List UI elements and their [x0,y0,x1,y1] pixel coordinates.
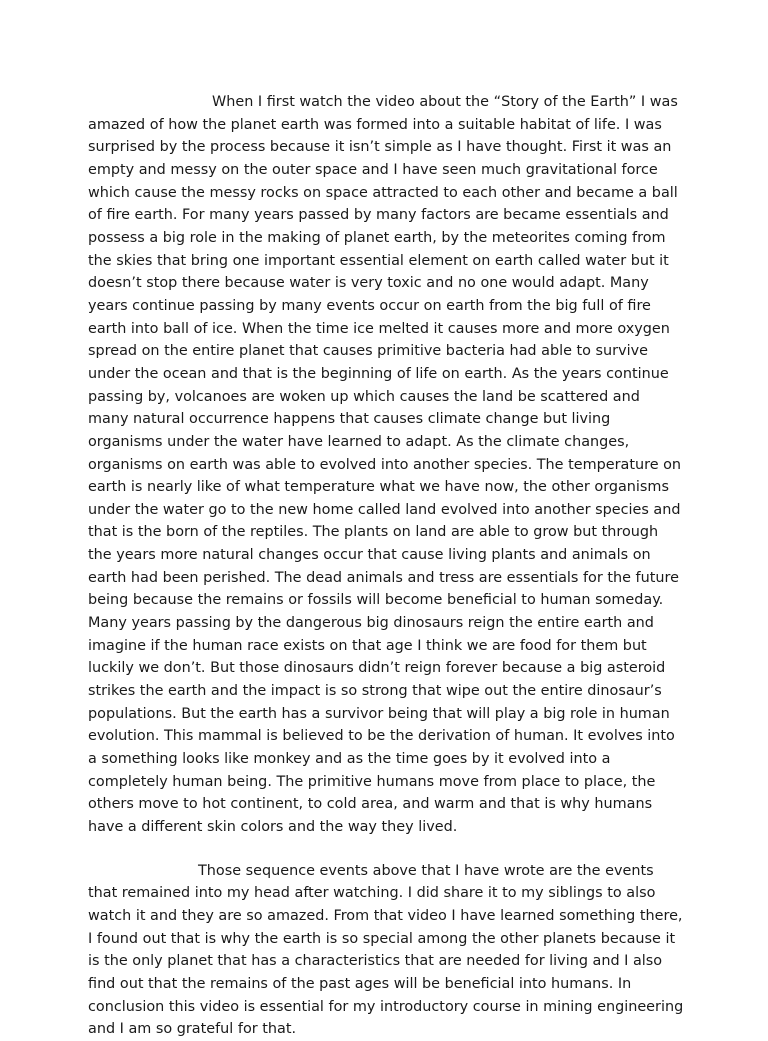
paragraph-2: Those sequence events above that I have wrote are the events that remained into my head after watching. I did share it to my siblings to also watch it and they are so amazed. From that video I have learned something there, I found out that is why the earth is so special among the other planets because it is the only planet that has a characteristics that are needed for living and I also find out that the remains of the past ages will be beneficial into humans. In conclusion this video is essential for my introductory course in mining engineering and I am so grateful for that. [88,862,684,1038]
document-page [88,91,684,1041]
paragraph-1: When I first watch the video about the “Story of the Earth” I was amazed of how the planet earth was formed into a suitable habitat of life. I was surprised by the process because it isn’t simple as I have thought. First it was an empty and messy on the outer space and I have seen much gravitational force which cause the messy rocks on space attracted to each other and became a ball of fire earth. For many years passed by many factors are became essentials and possess a big role in the making of planet earth, by the meteorites coming from the skies that bring one important essential element on earth called water but it doesn’t stop there because water is very toxic and no one would adapt. Many years continue passing by many events occur on earth from the big full of fire earth into ball of ice. When the time ice melted it causes more and more oxygen spread on the entire planet that causes primitive bacteria had able to survive under the ocean and that is the beginning of life on earth. As the years continue passing by, volcanoes are woken up which causes the land be scattered and many natural occurrence happens that causes climate change but living organisms under the water have learned to adapt. As the climate changes, organisms on earth was able to evolved into another species. The temperature on earth is nearly like of what temperature what we have now, the other organisms under the water go to the new home called land evolved into another species and that is the born of the reptiles. The plants on land are able to grow but through the years more natural changes occur that cause living plants and animals on earth had been perished. The dead animals and tress are essentials for the future being because the remains or fossils will become beneficial to human someday. Many years passing by the dangerous big dinosaurs reign the entire earth and imagine if the human race exists on that age I think we are food for them but luckily we don’t. But those dinosaurs didn’t reign forever because a big asteroid strikes the earth and the impact is so strong that wipe out the entire dinosaur’s populations. But the earth has a survivor being that will play a big role in human evolution. This mammal is believed to be the derivation of human. It evolves into a something looks like monkey and as the time goes by it evolved into a completely human being. The primitive humans move from place to place, the others move to hot continent, to cold area, and warm and that is why humans have a different skin colors and the way they lived. [88,94,682,835]
